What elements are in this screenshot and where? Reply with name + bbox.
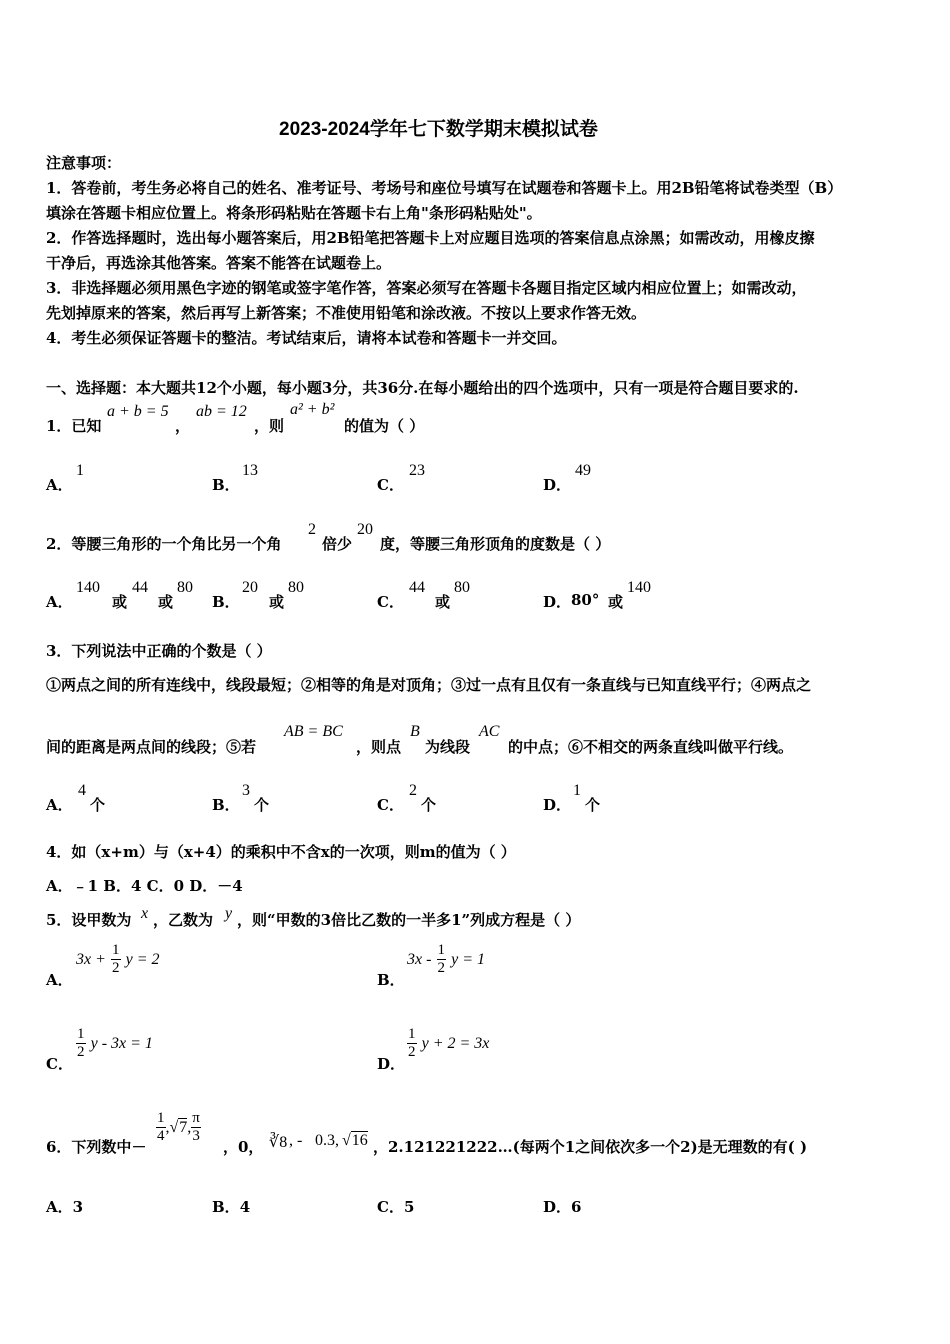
q3-line2-a: 间的距离是两点间的线段；⑤若 bbox=[46, 738, 257, 756]
q6-numbers: $\frac{1}{4}$ ,√7, $\frac{\pi}{3}$ bbox=[157, 1110, 200, 1144]
q2-option-d-label: D． bbox=[543, 593, 572, 611]
notice-line: 2．作答选择题时，选出每小题答案后，用2B铅笔把答题卡上对应题目选项的答案信息点涂黑；如需改动，用橡皮擦 bbox=[46, 229, 815, 247]
sqrt-7: √7 bbox=[169, 1119, 188, 1136]
q1-option-c-label: C． bbox=[377, 476, 404, 494]
q3-option-b-label: B． bbox=[212, 796, 240, 814]
q2-or: 或 bbox=[112, 593, 128, 611]
fraction: $\frac{1}{2}$ bbox=[408, 1026, 416, 1060]
q3-line2-c: 为线段 bbox=[425, 738, 471, 756]
notice-line: 干净后，再选涂其他答案。答案不能答在试题卷上。 bbox=[46, 254, 392, 272]
q6-suffix: ，2.121221222…(每两个1之间依次多一个2)是无理数的有( ) bbox=[373, 1138, 808, 1156]
notice-line: 先划掉原来的答案，然后再写上新答案；不准使用铅笔和涂改液。不按以上要求作答无效。 bbox=[46, 304, 647, 322]
fraction: $\frac{1}{2}$ bbox=[112, 942, 120, 976]
q2-option-a-v3: 80 bbox=[177, 579, 193, 596]
q5-option-b-label: B． bbox=[377, 971, 405, 989]
fraction: $\frac{1}{2}$ bbox=[77, 1026, 85, 1060]
q3-math-b: B bbox=[410, 723, 420, 740]
notice-line: 3．非选择题必须用黑色字迹的钢笔或签字笔作答，答案必须写在答题卡各题目指定区域内相应位置上；如需改动， bbox=[46, 279, 807, 297]
q2-num-2: 2 bbox=[308, 521, 316, 538]
q3-math-ac: AC bbox=[479, 723, 500, 740]
q1-suffix: 的值为（ ） bbox=[344, 417, 425, 435]
q3-unit: 个 bbox=[90, 796, 106, 814]
q2-mid: 倍少 bbox=[322, 535, 353, 553]
notice-line: 1．答卷前，考生务必将自己的姓名、准考证号、考场号和座位号填写在试题卷和答题卡上。用2B铅笔将试卷类型（B） bbox=[46, 179, 843, 197]
q3-option-c-value: 2 bbox=[409, 782, 417, 799]
q2-num-20: 20 bbox=[357, 521, 373, 538]
q2-or: 或 bbox=[608, 593, 624, 611]
q6-repeating-decimal: 0.3 bbox=[315, 1132, 335, 1149]
q1-math-squares: a² + b² bbox=[290, 401, 335, 418]
q1-comma: ， bbox=[175, 417, 191, 435]
q3-option-d-value: 1 bbox=[573, 782, 581, 799]
q3-math-ab-bc: AB = BC bbox=[284, 723, 343, 740]
q2-or: 或 bbox=[158, 593, 174, 611]
q1-option-b-value: 13 bbox=[242, 462, 258, 479]
q5-var-x: x bbox=[141, 905, 149, 922]
q6-option-a: A．3 bbox=[46, 1198, 84, 1216]
notice-line: 填涂在答题卡相应位置上。将条形码粘贴在答题卡右上角"条形码粘贴处"。 bbox=[46, 204, 542, 222]
q3-unit: 个 bbox=[421, 796, 437, 814]
q6-option-c: C．5 bbox=[377, 1198, 415, 1216]
q4-options: A．﹣1 B．4 C．0 D．－4 bbox=[46, 877, 243, 895]
q6-cbrt-8: ∛8 bbox=[269, 1134, 288, 1151]
q2-option-a-v2: 44 bbox=[132, 579, 148, 596]
q6-sep: , bbox=[335, 1132, 339, 1149]
q2-option-a-label: A． bbox=[46, 593, 73, 611]
q2-or: 或 bbox=[269, 593, 285, 611]
q3-option-b-value: 3 bbox=[242, 782, 250, 799]
q6-prefix: 6．下列数中－ bbox=[46, 1138, 147, 1156]
q1-prefix: 1．已知 bbox=[46, 417, 102, 435]
q2-suffix: 度，等腰三角形顶角的度数是（ ） bbox=[380, 535, 611, 553]
section-heading: 一、选择题：本大题共12个小题，每小题3分，共36分.在每小题给出的四个选项中，只有一项是符合题目要求的. bbox=[46, 379, 799, 397]
q5-var-y: y bbox=[225, 905, 233, 922]
q2-prefix: 2．等腰三角形的一个角比另一个角 bbox=[46, 535, 282, 553]
q3-option-a-value: 4 bbox=[78, 782, 86, 799]
q5-prefix: 5．设甲数为 bbox=[46, 911, 132, 929]
q5-option-b-equation: 3x - $\frac{1}{2}$ y = 1 bbox=[407, 942, 486, 976]
q2-or: 或 bbox=[435, 593, 451, 611]
q5-option-c-equation: $\frac{1}{2}$ y - 3x = 1 bbox=[77, 1026, 153, 1060]
q1-option-a-label: A． bbox=[46, 476, 73, 494]
q5-option-a-equation: 3x + $\frac{1}{2}$ y = 2 bbox=[76, 942, 160, 976]
q6-mid: ，0， bbox=[223, 1138, 264, 1156]
q3-line2-b: ，则点 bbox=[356, 738, 402, 756]
q3-unit: 个 bbox=[585, 796, 601, 814]
q2-option-c-label: C． bbox=[377, 593, 404, 611]
q5-option-d-label: D． bbox=[377, 1055, 406, 1073]
q2-option-c-v2: 80 bbox=[454, 579, 470, 596]
q3-option-d-label: D． bbox=[543, 796, 572, 814]
fraction-pi-third: $\frac{\pi}{3}$ bbox=[192, 1110, 200, 1144]
q1-option-c-value: 23 bbox=[409, 462, 425, 479]
q2-option-b-v1: 20 bbox=[242, 579, 258, 596]
q5-option-d-equation: $\frac{1}{2}$ y + 2 = 3x bbox=[408, 1026, 490, 1060]
q3-line1: ①两点之间的所有连线中，线段最短；②相等的角是对顶角；③过一点有且仅有一条直线与已知直线平行；④两点之 bbox=[46, 676, 812, 694]
q6-sqrt-16: √16 bbox=[342, 1132, 368, 1149]
q3-line2-d: 的中点；⑥不相交的两条直线叫做平行线。 bbox=[508, 738, 794, 756]
q1-option-a-value: 1 bbox=[76, 462, 84, 479]
q3-unit: 个 bbox=[254, 796, 270, 814]
q5-option-a-label: A． bbox=[46, 971, 73, 989]
q2-option-d-v2: 140 bbox=[627, 579, 651, 596]
q1-then: ，则 bbox=[254, 417, 285, 435]
q6-option-b: B．4 bbox=[212, 1198, 251, 1216]
fraction: $\frac{1}{2}$ bbox=[437, 942, 446, 976]
notice-line: 4．考生必须保证答题卡的整洁。考试结束后，请将本试卷和答题卡一并交回。 bbox=[46, 329, 567, 347]
q3-option-c-label: C． bbox=[377, 796, 404, 814]
page-title: 2023-2024学年七下数学期末模拟试卷 bbox=[279, 119, 598, 140]
q4-stem: 4．如（x+m）与（x+4）的乘积中不含x的一次项，则m的值为（ ） bbox=[46, 843, 516, 861]
q5-suffix: ，则“甲数的3倍比乙数的一半多1”列成方程是（ ） bbox=[237, 911, 581, 929]
q2-option-b-v2: 80 bbox=[288, 579, 304, 596]
q1-math-sum: a + b = 5 bbox=[107, 403, 169, 420]
q6-sep: , - bbox=[289, 1132, 303, 1149]
q2-option-b-label: B． bbox=[212, 593, 240, 611]
notice-heading: 注意事项： bbox=[46, 154, 122, 172]
q3-option-a-label: A． bbox=[46, 796, 73, 814]
q5-mid: ，乙数为 bbox=[153, 911, 214, 929]
q2-option-d-v1: 80° bbox=[571, 591, 600, 609]
q2-option-a-v1: 140 bbox=[76, 579, 100, 596]
q1-option-d-value: 49 bbox=[575, 462, 591, 479]
q2-option-c-v1: 44 bbox=[409, 579, 425, 596]
q6-option-d: D．6 bbox=[543, 1198, 582, 1216]
q1-option-d-label: D． bbox=[543, 476, 572, 494]
q3-stem: 3．下列说法中正确的个数是（ ） bbox=[46, 642, 272, 660]
question-1 bbox=[46, 415, 101, 436]
q1-option-b-label: B． bbox=[212, 476, 240, 494]
fraction-quarter: $\frac{1}{4}$ bbox=[157, 1110, 165, 1144]
q5-option-c-label: C． bbox=[46, 1055, 73, 1073]
q1-math-product: ab = 12 bbox=[196, 403, 247, 420]
